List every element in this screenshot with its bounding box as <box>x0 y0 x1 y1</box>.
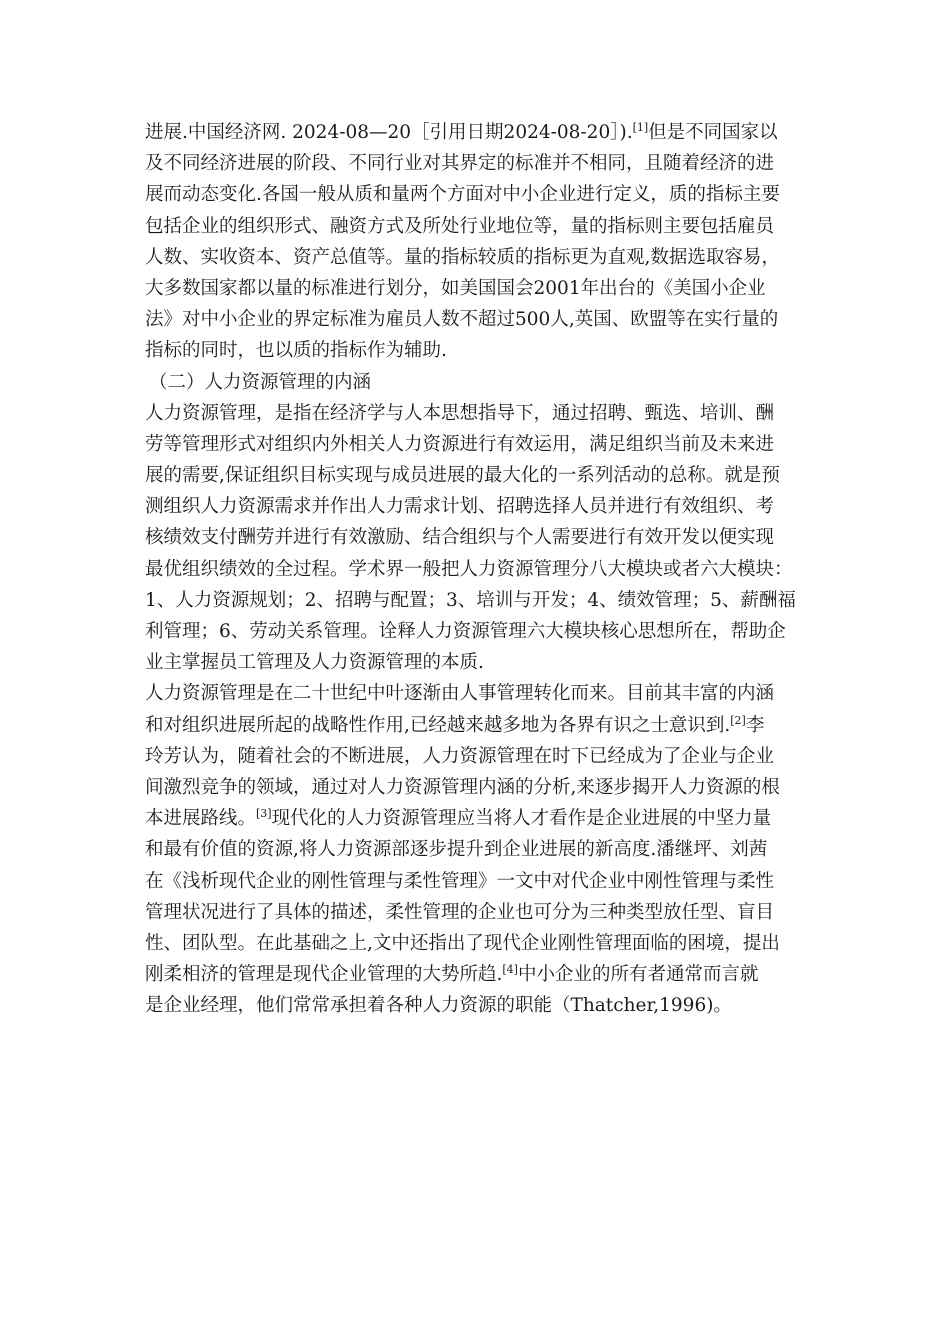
text-line: 管理状况进行了具体的描述，柔性管理的企业也可分为三种类型放任型、盲目 <box>145 901 775 923</box>
text-line: 测组织人力资源需求并作出人力需求计划、招聘选择人员并进行有效组织、考 <box>145 496 775 518</box>
text-span: 本进展路线。 <box>145 808 257 830</box>
citation-ref-1: [1] <box>632 120 649 134</box>
citation-ref-3: [3] <box>256 806 272 820</box>
text-line: 劳等管理形式对组织内外相关人力资源进行有效运用，满足组织当前及未来进 <box>145 433 775 455</box>
text-line: 1、人力资源规划；2、招聘与配置；3、培训与开发；4、绩效管理；5、薪酬福 <box>145 589 796 611</box>
text-line <box>145 117 805 148</box>
text-span: 和对组织进展所起的战略性作用,已经越来越多地为各界有识之士意识到. <box>145 714 731 736</box>
citation-ref-2: [2] <box>730 713 746 727</box>
text-line: 大多数国家都以量的标准进行划分，如美国国会2001年出台的《美国小企业 <box>145 277 766 299</box>
text-line: 包括企业的组织形式、融资方式及所处行业地位等，量的指标则主要包括雇员 <box>145 215 775 237</box>
text-line: 人数、实收资本、资产总值等。量的指标较质的指标更为直观,数据选取容易， <box>145 246 780 268</box>
document-page <box>145 117 805 1021</box>
text-line: 展而动态变化.各国一般从质和量两个方面对中小企业进行定义，质的指标主要 <box>145 184 780 206</box>
text-line: 展的需要,保证组织目标实现与成员进展的最大化的一系列活动的总称。就是预 <box>145 465 780 487</box>
section-heading: （二）人力资源管理的内涵 <box>149 371 372 393</box>
text-line: 人力资源管理是在二十世纪中叶逐渐由人事管理转化而来。目前其丰富的内涵 <box>145 683 775 705</box>
text-line: 核绩效支付酬劳并进行有效激励、结合组织与个人需要进行有效开发以便实现 <box>145 527 775 549</box>
text-line: 利管理；6、劳动关系管理。诠释人力资源管理六大模块核心思想所在，帮助企 <box>145 621 786 642</box>
text-span: 刚柔相济的管理是现代企业管理的大势所趋. <box>145 964 503 986</box>
text-line: 法》对中小企业的界定标准为雇员人数不超过500人,英国、欧盟等在实行量的 <box>145 309 779 331</box>
paragraph-sme-definition <box>145 117 805 367</box>
text-line: 指标的同时，也以质的指标作为辅助. <box>145 340 447 362</box>
text-span: 李 <box>745 714 765 736</box>
text-line: 间激烈竞争的领域，通过对人力资源管理内涵的分析,来逐步揭开人力资源的根 <box>145 776 780 798</box>
text-line <box>145 710 805 741</box>
text-span: 但是不同国家以 <box>648 122 778 143</box>
text-line <box>145 803 805 834</box>
text-line: 是企业经理，他们常常承担着各种人力资源的职能（Thatcher,1996)。 <box>145 995 732 1017</box>
text-line: 最优组织绩效的全过程。学术界一般把人力资源管理分八大模块或者六大模块： <box>145 558 793 580</box>
text-span: 进展.中国经济网. 2024-08—20［引用日期2024-08-20］). <box>145 122 633 143</box>
text-line: 和最有价值的资源,将人力资源部逐步提升到企业进展的新高度.潘继坪、刘茜 <box>145 839 768 861</box>
paragraph-hrm-history <box>145 678 805 1021</box>
text-line: 及不同经济进展的阶段、不同行业对其界定的标准并不相同，且随着经济的进 <box>145 153 775 175</box>
text-line: 性、团队型。在此基础之上,文中还指出了现代企业刚性管理面临的困境，提出 <box>145 932 780 954</box>
text-span: 中小企业的所有者通常而言就 <box>517 964 759 986</box>
text-line: 玲芳认为，随着社会的不断进展，人力资源管理在时下已经成为了企业与企业 <box>145 745 775 767</box>
paragraph-hrm-definition <box>145 398 805 679</box>
citation-ref-4: [4] <box>502 962 518 976</box>
text-line: 人力资源管理，是指在经济学与人本思想指导下，通过招聘、甄选、培训、酬 <box>145 402 775 424</box>
text-line <box>145 959 805 990</box>
text-span: 现代化的人力资源管理应当将人才看作是企业进展的中坚力量 <box>271 808 772 830</box>
text-line: 业主掌握员工管理及人力资源管理的本质. <box>145 652 484 674</box>
text-line: 在《浅析现代企业的刚性管理与柔性管理》一文中对代企业中刚性管理与柔性 <box>145 870 775 892</box>
